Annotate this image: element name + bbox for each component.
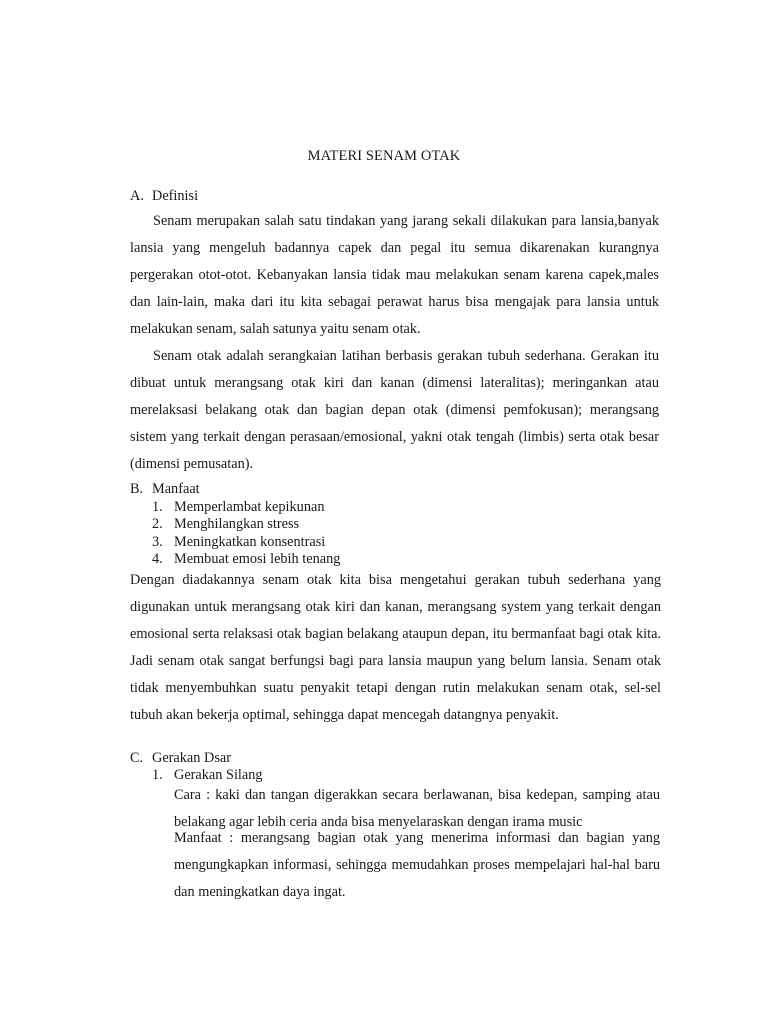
list-item-number: 4. <box>152 550 163 567</box>
page-title: MATERI SENAM OTAK <box>307 148 461 164</box>
section-a-label: Definisi <box>152 188 199 204</box>
definition-paragraph-2: Senam otak adalah serangkaian latihan berbasis gerakan tubuh sederhana. Gerakan itu dibuat untuk merangsang otak kiri dan kanan (dimensi lateralitas); meringankan atau merelaksasi belakang otak dan bagian depan otak (dimensi pemfokusan); merangsang sistem yang terkait dengan perasaan/emosional, yakni otak tengah (limbis) serta otak besar (dimensi pemusatan). <box>130 348 659 472</box>
list-item-number: 2. <box>152 516 163 533</box>
benefits-list <box>152 499 340 568</box>
list-item-text: Menghilangkan stress <box>174 516 300 533</box>
section-a-marker: A. <box>130 188 144 204</box>
section-b-heading <box>130 481 200 498</box>
section-c-marker: C. <box>130 750 144 766</box>
list-item-text: Meningkatkan konsentrasi <box>174 533 326 550</box>
definition-paragraph-1: Senam merupakan salah satu tindakan yang jarang sekali dilakukan para lansia,banyak lansia yang mengeluh badannya capek dan pegal itu semua dikarenakan kurangnya pergerakan otot-otot. Kebanyakan lansia tidak mau melakukan senam karena capek,males dan lain-lain, maka dari itu kita sebagai perawat harus bisa mengajak para lansia untuk melakukan senam, salah satunya yaitu senam otak. <box>130 213 659 337</box>
section-c-heading <box>130 750 231 767</box>
gerakan-silang-cara: Cara : kaki dan tangan digerakkan secara berlawanan, bisa kedepan, samping atau belakang agar lebih ceria anda bisa menyelaraskan dengan irama music <box>174 787 660 830</box>
benefits-paragraph: Dengan diadakannya senam otak kita bisa mengetahui gerakan tubuh sederhana yang digunakan untuk merangsang otak kiri dan kanan, merangsang system yang terkait dengan emosional serta relaksasi otak bagian belakang ataupun depan, itu bermanfaat bagi otak kita. Jadi senam otak sangat berfungsi bagi para lansia maupun yang belum lansia. Senam otak tidak menyembuhkan suatu penyakit tetapi dengan rutin melakukan senam otak, sel-sel tubuh akan bekerja optimal, sehingga dapat mencegah datangnya penyakit. <box>130 572 661 723</box>
list-item-number: 3. <box>152 533 163 550</box>
gerakan-silang-manfaat: Manfaat : merangsang bagian otak yang menerima informasi dan bagian yang mengungkapkan informasi, sehingga memudahkan proses mempelajari hal-hal baru dan meningkatkan daya ingat. <box>174 830 660 900</box>
list-item <box>152 534 340 551</box>
gerakan-silang-label: Gerakan Silang <box>174 767 263 783</box>
list-item <box>152 551 340 568</box>
list-item <box>152 499 340 516</box>
list-item-number: 1. <box>152 499 163 515</box>
section-b-marker: B. <box>130 481 144 497</box>
list-item-text: Memperlambat kepikunan <box>174 499 325 515</box>
list-item-text: Membuat emosi lebih tenang <box>174 550 341 567</box>
list-item <box>152 516 340 533</box>
section-c-label: Gerakan Dsar <box>152 750 231 766</box>
gerakan-silang-number: 1. <box>152 767 163 783</box>
section-b-label: Manfaat <box>152 481 200 497</box>
section-a-heading <box>130 188 198 205</box>
